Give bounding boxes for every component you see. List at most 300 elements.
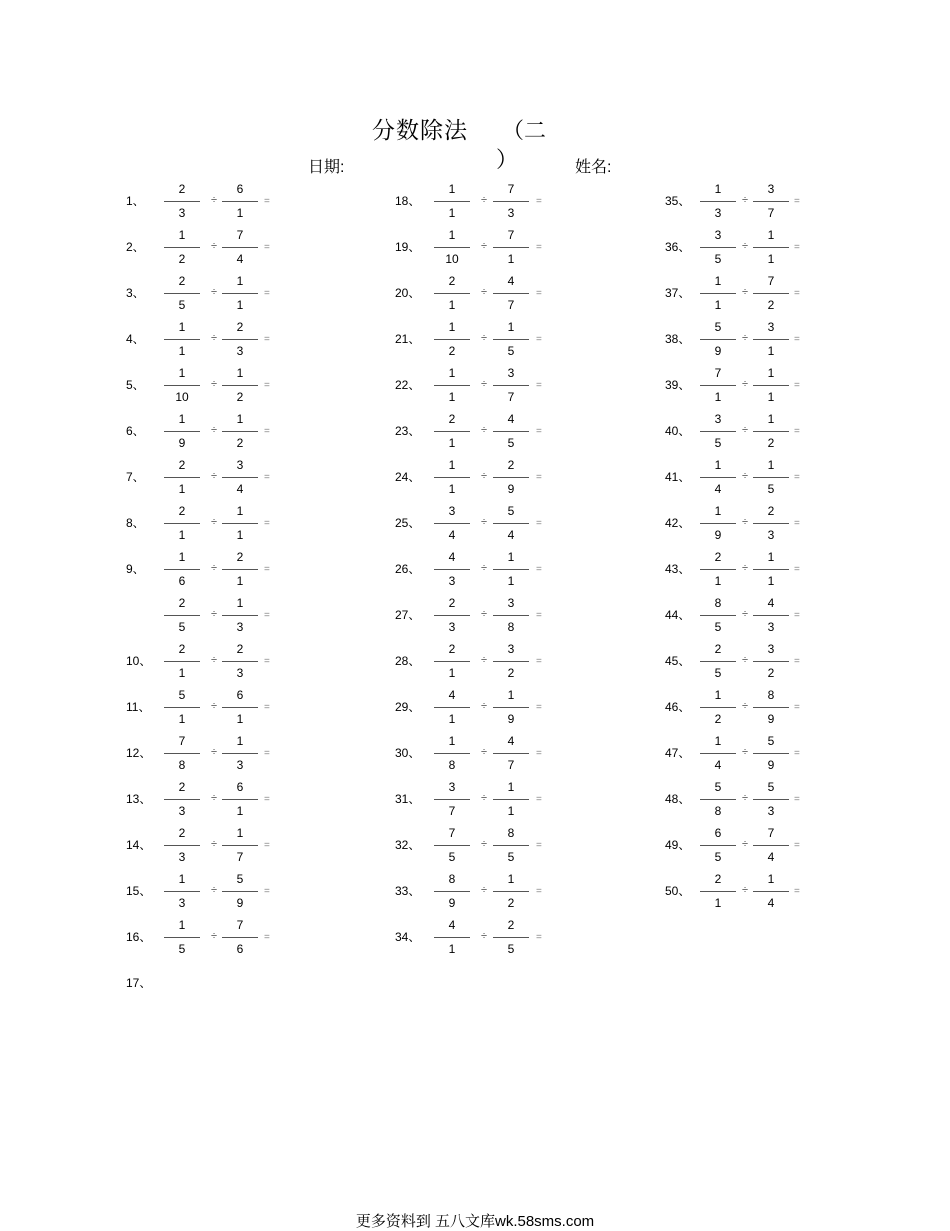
numerator: 6 xyxy=(236,182,244,196)
dividend-fraction xyxy=(700,734,736,778)
divide-sign: ÷ xyxy=(481,700,488,712)
fraction-bar xyxy=(164,615,200,616)
denominator: 1 xyxy=(448,482,456,496)
problem-number: 31、 xyxy=(395,792,421,806)
dividend-fraction xyxy=(434,826,470,870)
denominator: 1 xyxy=(178,528,186,542)
dividend-fraction xyxy=(434,320,470,364)
divide-sign: ÷ xyxy=(742,286,749,298)
divide-sign: ÷ xyxy=(742,746,749,758)
fraction-bar xyxy=(493,569,529,570)
divide-sign: ÷ xyxy=(211,378,218,390)
divide-sign: ÷ xyxy=(211,286,218,298)
fraction-bar xyxy=(164,431,200,432)
divide-sign: ÷ xyxy=(742,240,749,252)
numerator: 2 xyxy=(714,872,722,886)
problem-number: 26、 xyxy=(395,562,421,576)
divide-sign: ÷ xyxy=(481,608,488,620)
numerator: 1 xyxy=(236,826,244,840)
problem-number: 40、 xyxy=(665,424,691,438)
divisor-fraction xyxy=(753,826,789,870)
dividend-fraction xyxy=(164,734,200,778)
numerator: 2 xyxy=(236,550,244,564)
fraction-bar xyxy=(493,431,529,432)
denominator: 3 xyxy=(767,620,775,634)
numerator: 1 xyxy=(236,596,244,610)
divisor-fraction xyxy=(222,826,258,870)
dividend-fraction xyxy=(700,688,736,732)
denominator: 1 xyxy=(236,298,244,312)
fraction-bar xyxy=(493,891,529,892)
dividend-fraction xyxy=(700,642,736,686)
equals-sign: = xyxy=(536,932,542,943)
fraction-bar xyxy=(700,293,736,294)
numerator: 4 xyxy=(448,688,456,702)
equals-sign: = xyxy=(536,288,542,299)
dividend-fraction xyxy=(700,504,736,548)
fraction-bar xyxy=(434,661,470,662)
denominator: 1 xyxy=(767,252,775,266)
denominator: 5 xyxy=(507,942,515,956)
denominator: 6 xyxy=(178,574,186,588)
dividend-fraction xyxy=(434,274,470,318)
fraction-bar xyxy=(222,523,258,524)
dividend-fraction xyxy=(700,872,736,916)
divisor-fraction xyxy=(753,688,789,732)
dividend-fraction xyxy=(700,182,736,226)
divisor-fraction xyxy=(222,182,258,226)
problem-number: 23、 xyxy=(395,424,421,438)
problem-number: 50、 xyxy=(665,884,691,898)
divide-sign: ÷ xyxy=(211,838,218,850)
fraction-bar xyxy=(434,339,470,340)
fraction-bar xyxy=(700,339,736,340)
fraction-bar xyxy=(164,477,200,478)
divisor-fraction xyxy=(753,504,789,548)
denominator: 5 xyxy=(448,850,456,864)
dividend-fraction xyxy=(434,458,470,502)
equals-sign: = xyxy=(794,794,800,805)
problem-number: 36、 xyxy=(665,240,691,254)
numerator: 1 xyxy=(767,872,775,886)
fraction-bar xyxy=(753,615,789,616)
numerator: 5 xyxy=(714,320,722,334)
date-label: 日期: xyxy=(308,159,345,176)
fraction-bar xyxy=(164,753,200,754)
dividend-fraction xyxy=(700,596,736,640)
numerator: 1 xyxy=(507,780,515,794)
divisor-fraction xyxy=(493,918,529,962)
divide-sign: ÷ xyxy=(481,378,488,390)
divide-sign: ÷ xyxy=(211,194,218,206)
divide-sign: ÷ xyxy=(742,654,749,666)
problem-number: 19、 xyxy=(395,240,421,254)
equals-sign: = xyxy=(264,886,270,897)
divide-sign: ÷ xyxy=(742,194,749,206)
equals-sign: = xyxy=(536,518,542,529)
denominator: 1 xyxy=(178,666,186,680)
numerator: 1 xyxy=(448,366,456,380)
denominator: 9 xyxy=(714,528,722,542)
fraction-bar xyxy=(753,477,789,478)
equals-sign: = xyxy=(264,518,270,529)
denominator: 5 xyxy=(714,436,722,450)
fraction-bar xyxy=(493,937,529,938)
divide-sign: ÷ xyxy=(481,286,488,298)
numerator: 6 xyxy=(236,688,244,702)
denominator: 5 xyxy=(178,298,186,312)
denominator: 4 xyxy=(767,896,775,910)
dividend-fraction xyxy=(164,780,200,824)
problem-number: 21、 xyxy=(395,332,421,346)
fraction-bar xyxy=(493,615,529,616)
divisor-fraction xyxy=(493,596,529,640)
equals-sign: = xyxy=(264,288,270,299)
denominator: 4 xyxy=(236,482,244,496)
divide-sign: ÷ xyxy=(481,930,488,942)
fraction-bar xyxy=(222,477,258,478)
denominator: 2 xyxy=(448,344,456,358)
numerator: 1 xyxy=(507,688,515,702)
fraction-bar xyxy=(164,569,200,570)
fraction-bar xyxy=(700,569,736,570)
dividend-fraction xyxy=(164,596,200,640)
problem-number: 38、 xyxy=(665,332,691,346)
denominator: 1 xyxy=(178,712,186,726)
denominator: 8 xyxy=(178,758,186,772)
denominator: 4 xyxy=(448,528,456,542)
dividend-fraction xyxy=(700,780,736,824)
numerator: 7 xyxy=(767,826,775,840)
dividend-fraction xyxy=(164,228,200,272)
numerator: 2 xyxy=(178,274,186,288)
divide-sign: ÷ xyxy=(211,470,218,482)
problem-number: 35、 xyxy=(665,194,691,208)
divisor-fraction xyxy=(493,366,529,410)
problem-number: 17、 xyxy=(126,976,152,990)
numerator: 1 xyxy=(714,458,722,472)
numerator: 7 xyxy=(507,228,515,242)
problem-number: 30、 xyxy=(395,746,421,760)
denominator: 2 xyxy=(767,436,775,450)
fraction-bar xyxy=(434,385,470,386)
divide-sign: ÷ xyxy=(481,424,488,436)
denominator: 4 xyxy=(714,758,722,772)
problem-number: 32、 xyxy=(395,838,421,852)
equals-sign: = xyxy=(794,380,800,391)
problem-number: 42、 xyxy=(665,516,691,530)
numerator: 1 xyxy=(714,688,722,702)
divide-sign: ÷ xyxy=(481,792,488,804)
denominator: 3 xyxy=(236,620,244,634)
equals-sign: = xyxy=(536,840,542,851)
dividend-fraction xyxy=(164,826,200,870)
fraction-bar xyxy=(164,385,200,386)
denominator: 7 xyxy=(507,758,515,772)
divisor-fraction xyxy=(493,688,529,732)
divisor-fraction xyxy=(493,228,529,272)
equals-sign: = xyxy=(794,518,800,529)
fraction-bar xyxy=(700,247,736,248)
problem-number: 4、 xyxy=(126,332,145,346)
fraction-bar xyxy=(434,753,470,754)
numerator: 2 xyxy=(236,320,244,334)
divisor-fraction xyxy=(753,228,789,272)
numerator: 4 xyxy=(448,550,456,564)
numerator: 3 xyxy=(714,228,722,242)
denominator: 1 xyxy=(236,206,244,220)
equals-sign: = xyxy=(794,564,800,575)
denominator: 4 xyxy=(714,482,722,496)
numerator: 1 xyxy=(507,320,515,334)
denominator: 4 xyxy=(767,850,775,864)
numerator: 3 xyxy=(507,596,515,610)
divisor-fraction xyxy=(222,918,258,962)
denominator: 1 xyxy=(448,942,456,956)
denominator: 5 xyxy=(178,620,186,634)
problem-number: 8、 xyxy=(126,516,145,530)
numerator: 7 xyxy=(507,182,515,196)
fraction-bar xyxy=(222,753,258,754)
divisor-fraction xyxy=(222,228,258,272)
divisor-fraction xyxy=(493,642,529,686)
denominator: 1 xyxy=(236,804,244,818)
dividend-fraction xyxy=(164,366,200,410)
equals-sign: = xyxy=(264,242,270,253)
divide-sign: ÷ xyxy=(481,516,488,528)
numerator: 2 xyxy=(178,596,186,610)
equals-sign: = xyxy=(794,840,800,851)
divide-sign: ÷ xyxy=(211,884,218,896)
dividend-fraction xyxy=(434,182,470,226)
numerator: 1 xyxy=(236,504,244,518)
equals-sign: = xyxy=(264,472,270,483)
problem-number: 16、 xyxy=(126,930,152,944)
dividend-fraction xyxy=(700,366,736,410)
fraction-bar xyxy=(434,523,470,524)
denominator: 7 xyxy=(507,390,515,404)
dividend-fraction xyxy=(700,412,736,456)
dividend-fraction xyxy=(700,320,736,364)
denominator: 10 xyxy=(175,390,189,404)
numerator: 1 xyxy=(236,734,244,748)
equals-sign: = xyxy=(264,702,270,713)
numerator: 1 xyxy=(178,918,186,932)
fraction-bar xyxy=(700,523,736,524)
numerator: 5 xyxy=(767,780,775,794)
dividend-fraction xyxy=(164,458,200,502)
denominator: 1 xyxy=(767,574,775,588)
fraction-bar xyxy=(700,845,736,846)
dividend-fraction xyxy=(700,274,736,318)
divisor-fraction xyxy=(222,274,258,318)
denominator: 5 xyxy=(507,850,515,864)
denominator: 1 xyxy=(448,712,456,726)
fraction-bar xyxy=(753,799,789,800)
dividend-fraction xyxy=(434,596,470,640)
problem-number: 3、 xyxy=(126,286,145,300)
problem-number: 39、 xyxy=(665,378,691,392)
fraction-bar xyxy=(164,293,200,294)
divide-sign: ÷ xyxy=(211,424,218,436)
denominator: 3 xyxy=(236,758,244,772)
divisor-fraction xyxy=(753,734,789,778)
divisor-fraction xyxy=(753,642,789,686)
denominator: 3 xyxy=(178,206,186,220)
denominator: 3 xyxy=(178,850,186,864)
equals-sign: = xyxy=(794,656,800,667)
divisor-fraction xyxy=(493,412,529,456)
denominator: 1 xyxy=(236,528,244,542)
fraction-bar xyxy=(493,385,529,386)
title-subtitle-open: （二 xyxy=(502,119,547,144)
denominator: 1 xyxy=(448,666,456,680)
numerator: 3 xyxy=(714,412,722,426)
problem-number: 25、 xyxy=(395,516,421,530)
fraction-bar xyxy=(434,431,470,432)
divisor-fraction xyxy=(493,826,529,870)
fraction-bar xyxy=(164,661,200,662)
divide-sign: ÷ xyxy=(742,838,749,850)
numerator: 1 xyxy=(767,550,775,564)
fraction-bar xyxy=(434,937,470,938)
equals-sign: = xyxy=(264,380,270,391)
dividend-fraction xyxy=(434,734,470,778)
numerator: 1 xyxy=(178,320,186,334)
denominator: 2 xyxy=(178,252,186,266)
denominator: 5 xyxy=(714,850,722,864)
problem-number: 24、 xyxy=(395,470,421,484)
equals-sign: = xyxy=(264,656,270,667)
denominator: 1 xyxy=(236,712,244,726)
numerator: 1 xyxy=(236,274,244,288)
numerator: 7 xyxy=(714,366,722,380)
problem-number: 44、 xyxy=(665,608,691,622)
fraction-bar xyxy=(222,891,258,892)
divisor-fraction xyxy=(753,274,789,318)
fraction-bar xyxy=(493,523,529,524)
divide-sign: ÷ xyxy=(481,470,488,482)
divisor-fraction xyxy=(222,688,258,732)
denominator: 8 xyxy=(507,620,515,634)
fraction-bar xyxy=(164,937,200,938)
problem-number: 7、 xyxy=(126,470,145,484)
fraction-bar xyxy=(434,569,470,570)
numerator: 4 xyxy=(507,412,515,426)
numerator: 8 xyxy=(507,826,515,840)
divisor-fraction xyxy=(753,596,789,640)
problem-number: 34、 xyxy=(395,930,421,944)
fraction-bar xyxy=(164,891,200,892)
fraction-bar xyxy=(434,707,470,708)
denominator: 1 xyxy=(714,574,722,588)
numerator: 1 xyxy=(448,320,456,334)
numerator: 1 xyxy=(714,274,722,288)
fraction-bar xyxy=(434,799,470,800)
fraction-bar xyxy=(700,707,736,708)
dividend-fraction xyxy=(164,182,200,226)
equals-sign: = xyxy=(536,886,542,897)
denominator: 5 xyxy=(714,620,722,634)
equals-sign: = xyxy=(794,472,800,483)
divisor-fraction xyxy=(222,412,258,456)
fraction-bar xyxy=(164,523,200,524)
denominator: 2 xyxy=(507,896,515,910)
problem-number: 28、 xyxy=(395,654,421,668)
numerator: 1 xyxy=(178,550,186,564)
divisor-fraction xyxy=(222,780,258,824)
fraction-bar xyxy=(222,339,258,340)
equals-sign: = xyxy=(536,702,542,713)
dividend-fraction xyxy=(164,504,200,548)
numerator: 5 xyxy=(507,504,515,518)
divide-sign: ÷ xyxy=(211,930,218,942)
dividend-fraction xyxy=(164,320,200,364)
equals-sign: = xyxy=(536,656,542,667)
divisor-fraction xyxy=(753,412,789,456)
divisor-fraction xyxy=(493,458,529,502)
fraction-bar xyxy=(222,937,258,938)
divisor-fraction xyxy=(222,596,258,640)
dividend-fraction xyxy=(434,550,470,594)
dividend-fraction xyxy=(164,918,200,962)
fraction-bar xyxy=(493,799,529,800)
numerator: 2 xyxy=(236,642,244,656)
name-label: 姓名: xyxy=(575,159,612,176)
equals-sign: = xyxy=(794,702,800,713)
problem-number: 2、 xyxy=(126,240,145,254)
equals-sign: = xyxy=(264,564,270,575)
equals-sign: = xyxy=(794,242,800,253)
denominator: 2 xyxy=(767,666,775,680)
numerator: 1 xyxy=(178,366,186,380)
equals-sign: = xyxy=(794,748,800,759)
denominator: 1 xyxy=(714,390,722,404)
equals-sign: = xyxy=(536,196,542,207)
numerator: 1 xyxy=(178,228,186,242)
fraction-bar xyxy=(493,845,529,846)
denominator: 5 xyxy=(507,344,515,358)
divisor-fraction xyxy=(753,780,789,824)
divisor-fraction xyxy=(493,274,529,318)
fraction-bar xyxy=(493,753,529,754)
equals-sign: = xyxy=(794,886,800,897)
denominator: 2 xyxy=(767,298,775,312)
divide-sign: ÷ xyxy=(742,424,749,436)
denominator: 1 xyxy=(507,252,515,266)
numerator: 2 xyxy=(178,826,186,840)
fraction-bar xyxy=(222,661,258,662)
equals-sign: = xyxy=(794,196,800,207)
worksheet-title: 分数除法 xyxy=(372,118,468,144)
numerator: 2 xyxy=(448,412,456,426)
numerator: 1 xyxy=(767,458,775,472)
numerator: 3 xyxy=(507,366,515,380)
fraction-bar xyxy=(222,431,258,432)
problem-number: 33、 xyxy=(395,884,421,898)
equals-sign: = xyxy=(264,196,270,207)
equals-sign: = xyxy=(264,334,270,345)
numerator: 8 xyxy=(448,872,456,886)
denominator: 2 xyxy=(236,390,244,404)
numerator: 5 xyxy=(767,734,775,748)
fraction-bar xyxy=(700,385,736,386)
divide-sign: ÷ xyxy=(742,332,749,344)
dividend-fraction xyxy=(434,688,470,732)
fraction-bar xyxy=(753,661,789,662)
problem-number: 37、 xyxy=(665,286,691,300)
dividend-fraction xyxy=(434,918,470,962)
